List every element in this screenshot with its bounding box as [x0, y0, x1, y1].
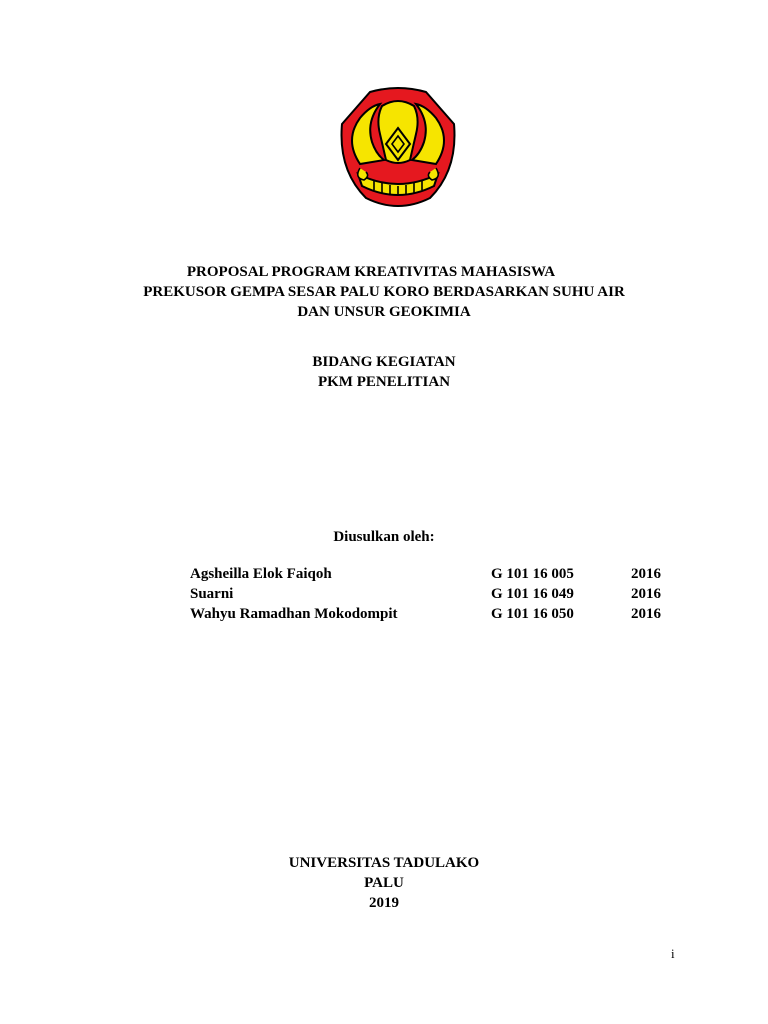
member-row: [190, 564, 670, 584]
member-year: 2016: [631, 606, 661, 622]
member-year: 2016: [631, 586, 661, 602]
member-name: Suarni: [190, 586, 234, 602]
member-name: Wahyu Ramadhan Mokodompit: [190, 606, 398, 622]
title-line-1: PROPOSAL PROGRAM KREATIVITAS MAHASISWA: [186, 264, 556, 280]
university-name: UNIVERSITAS TADULAKO: [288, 855, 480, 871]
member-list: [190, 564, 670, 624]
document-year: 2019: [369, 895, 399, 911]
member-row: [190, 584, 670, 604]
member-row: [190, 604, 670, 624]
university-logo-icon: [330, 82, 466, 212]
institution-block: [0, 853, 768, 913]
activity-field: [0, 352, 768, 392]
page-number: i: [671, 946, 675, 961]
proposers-label-text: Diusulkan oleh:: [333, 529, 435, 545]
member-year: 2016: [631, 566, 661, 582]
member-nim: G 101 16 049: [491, 586, 574, 602]
city-name: PALU: [364, 875, 404, 891]
proposers-label: [0, 527, 768, 547]
proposal-title: [0, 262, 768, 322]
member-name: Agsheilla Elok Faiqoh: [190, 566, 332, 582]
field-label: BIDANG KEGIATAN: [312, 354, 456, 370]
field-value: PKM PENELITIAN: [317, 374, 451, 390]
member-nim: G 101 16 050: [491, 606, 574, 622]
title-line-3: DAN UNSUR GEOKIMIA: [297, 304, 471, 320]
member-nim: G 101 16 005: [491, 566, 574, 582]
title-line-2: PREKUSOR GEMPA SESAR PALU KORO BERDASARKAN SUHU AIR: [143, 284, 625, 300]
